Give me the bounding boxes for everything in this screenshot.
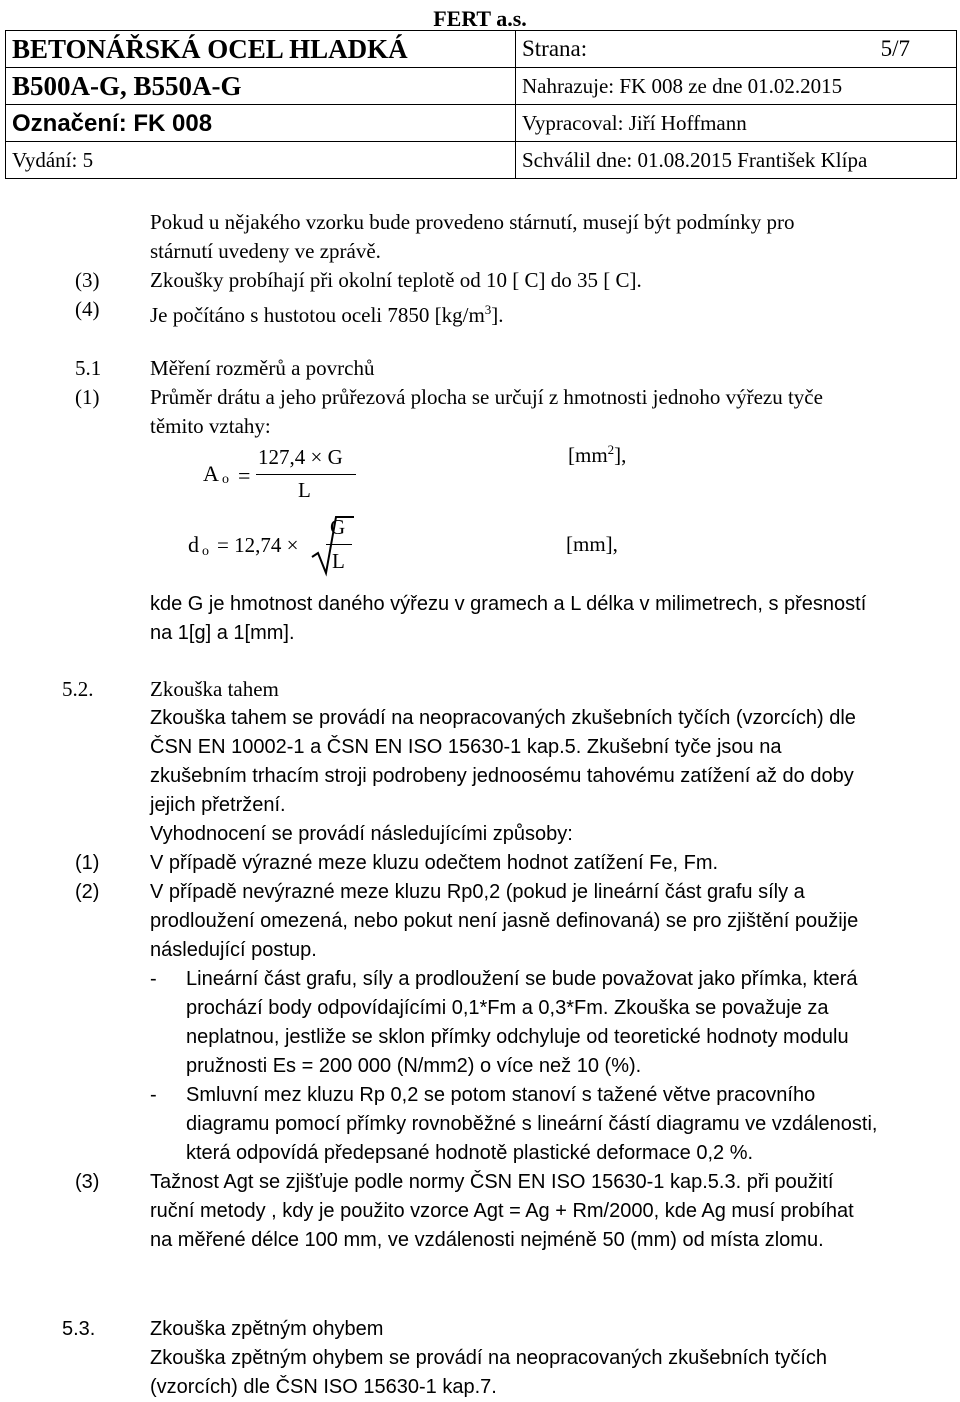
document-header [5, 30, 957, 179]
formula-diameter-numerator: G [330, 515, 346, 539]
section-number: 5.1 [75, 356, 102, 380]
doc-title-line2: B500A-G, B550A-G [6, 68, 516, 105]
company-name: FERT a.s. [433, 6, 527, 31]
item-number: (1) [75, 385, 100, 409]
item-number: (3) [75, 1171, 100, 1193]
prepared-by: Vypracoval: Jiří Hoffmann [516, 105, 957, 142]
doc-designation: Označení: FK 008 [6, 105, 516, 142]
section-title: Zkouška zpětným ohybem [150, 1318, 384, 1340]
item-number: (4) [75, 297, 100, 321]
section-title: Měření rozměrů a povrchů [150, 356, 375, 380]
item-number: (3) [75, 268, 100, 292]
formula-diameter-denominator: L [332, 549, 345, 573]
item-number: (1) [75, 852, 100, 874]
section-number: 5.3. [62, 1318, 96, 1340]
bullet-dash: - [150, 968, 157, 990]
fraction-bar [326, 544, 352, 545]
page-info [516, 31, 957, 68]
page-label: Strana: [522, 36, 588, 61]
replaces-info: Nahrazuje: FK 008 ze dne 01.02.2015 [516, 68, 957, 105]
section-number: 5.2. [62, 677, 94, 701]
formula-diameter-unit: [mm], [566, 532, 618, 556]
doc-title-line1: BETONÁŘSKÁ OCEL HLADKÁ [6, 31, 516, 68]
fraction-bar [256, 474, 356, 475]
formula-area-denominator: L [298, 478, 311, 502]
bullet-dash: - [150, 1084, 157, 1106]
item-text: Zkoušky probíhají při okolní teplotě od 10 [ C] do 35 [ C]. [150, 268, 642, 292]
formula-area-unit: $[mm^2]$, [568, 442, 627, 467]
section-title: Zkouška tahem [150, 677, 279, 701]
approved-by: Schválil dne: 01.08.2015 František Klípa [516, 142, 957, 179]
item-text: Je počítáno s hustotou oceli 7850 $[kg/m^3]$. [150, 302, 504, 327]
page-number: 5/7 [880, 36, 910, 61]
edition: Vydání: 5 [6, 142, 516, 179]
item-number: (2) [75, 881, 100, 903]
formula-area-numerator: 127,4 × G [258, 445, 343, 469]
